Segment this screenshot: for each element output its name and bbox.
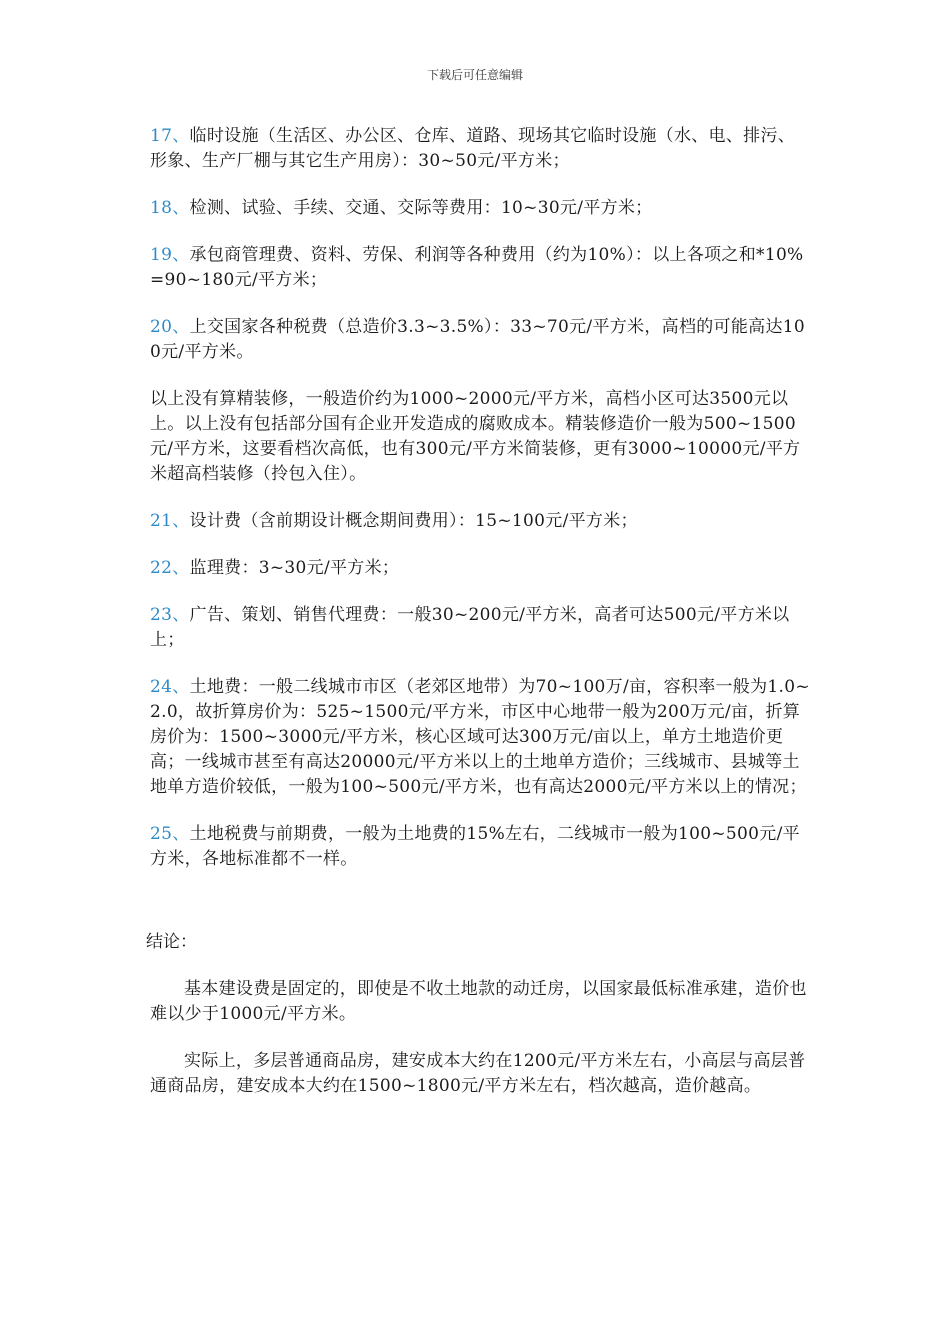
list-item-22 — [150, 556, 810, 581]
item-number: 25、 — [150, 824, 190, 844]
item-text: 土地费：一般二线城市市区（老郊区地带）为70~100万/亩，容积率一般为1.0~2.0，故折算房价为：525~1500元/平方米，市区中心地带一般为200万元/亩，折算房价为：1500~3000元/平方米，核心区域可达300万元/亩以上，单方土地造价更高；一线城市甚至有高达20000元/平方米以上的土地单方造价；三线城市、县城等土地单方造价较低，一般为100~500元/平方米，也有高达2000元/平方米以上的情况； — [150, 677, 810, 797]
item-number: 17、 — [150, 126, 190, 146]
item-number: 20、 — [150, 317, 190, 337]
item-text: 设计费（含前期设计概念期间费用）：15~100元/平方米； — [189, 511, 638, 531]
item-text: 广告、策划、销售代理费：一般30~200元/平方米，高者可达500元/平方米以上； — [150, 605, 790, 650]
list-item-19 — [150, 243, 810, 293]
item-text: 承包商管理费、资料、劳保、利润等各种费用（约为10%）：以上各项之和*10%=90~180元/平方米； — [150, 245, 804, 290]
item-number: 23、 — [150, 605, 190, 625]
list-item-20 — [150, 315, 810, 365]
item-text: 临时设施（生活区、办公区、仓库、道路、现场其它临时设施（水、电、排污、形象、生产厂棚与其它生产用房）：30~50元/平方米； — [150, 126, 796, 171]
conclusion-paragraph-2: 实际上，多层普通商品房，建安成本大约在1200元/平方米左右，小高层与高层普通商品房，建安成本大约在1500~1800元/平方米左右，档次越高，造价越高。 — [150, 1051, 806, 1096]
item-text: 土地税费与前期费，一般为土地费的15%左右，二线城市一般为100~500元/平方米，各地标准都不一样。 — [150, 824, 800, 869]
item-text: 监理费：3~30元/平方米； — [189, 558, 400, 578]
item-number: 24、 — [150, 677, 190, 697]
item-text: 检测、试验、手续、交通、交际等费用：10~30元/平方米； — [189, 198, 653, 218]
item-number: 21、 — [150, 511, 190, 531]
decoration-note: 以上没有算精装修，一般造价约为1000~2000元/平方米，高档小区可达3500元以上。以上没有包括部分国有企业开发造成的腐败成本。精装修造价一般为500~1500元/平方米，这要看档次高低，也有300元/平方米简装修，更有3000~10000元/平方米超高档装修（拎包入住）。 — [150, 389, 801, 484]
page-header: 下载后可任意编辑 — [426, 68, 523, 82]
item-number: 22、 — [150, 558, 190, 578]
item-number: 18、 — [150, 198, 190, 218]
list-item-24 — [150, 675, 810, 800]
list-item-18 — [150, 196, 810, 221]
item-number: 19、 — [150, 245, 190, 265]
document-body — [146, 124, 810, 1121]
list-item-23 — [150, 603, 810, 653]
conclusion-heading: 结论： — [146, 932, 197, 952]
conclusion-paragraph-1: 基本建设费是固定的，即使是不收土地款的动迁房，以国家最低标准承建，造价也难以少于1000元/平方米。 — [150, 979, 807, 1024]
list-item-17 — [150, 124, 810, 174]
list-item-25 — [150, 822, 810, 872]
item-text: 上交国家各种税费（总造价3.3~3.5%）：33~70元/平方米，高档的可能高达100元/平方米。 — [150, 317, 805, 362]
list-item-21 — [150, 509, 810, 534]
